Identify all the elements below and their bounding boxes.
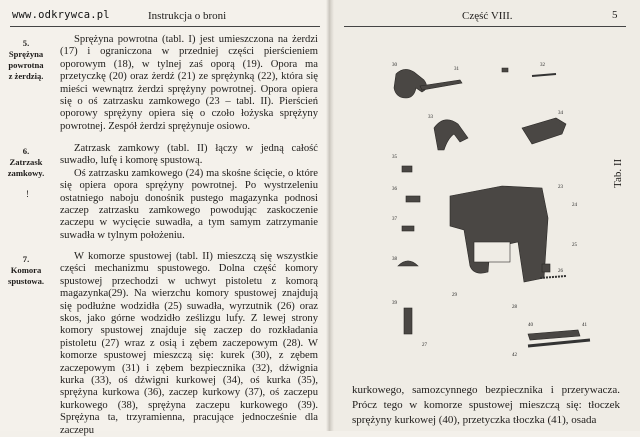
part-label-23: 23	[558, 185, 563, 190]
trigger-guard	[474, 242, 510, 262]
part-label-28: 28	[512, 305, 517, 310]
frame-part	[450, 186, 548, 282]
section-7-number: 7.	[22, 254, 30, 264]
part-label-39: 39	[392, 301, 397, 306]
part-label-30: 30	[392, 63, 397, 68]
section-5-title-line-2: powrotna	[8, 60, 44, 70]
part-label-26: 26	[558, 269, 563, 274]
disconnector-part	[522, 118, 566, 144]
section-7-title-line-2: spustowa.	[7, 276, 45, 286]
section-5-title-line-3: z żerdzią.	[8, 71, 44, 81]
section-5-number: 5.	[22, 38, 30, 48]
section-6-text	[60, 143, 318, 242]
small-part-4	[398, 261, 418, 266]
section-6-number: 6.	[22, 146, 30, 156]
small-part-2	[406, 196, 420, 202]
part-label-37: 37	[392, 217, 397, 222]
section-7-marginal-title	[0, 254, 52, 287]
part-label-40: 40	[528, 323, 533, 328]
section-7-title-line-1: Komora	[10, 265, 42, 275]
parts-illustration	[362, 46, 612, 378]
book-gutter	[326, 0, 334, 431]
margin-mark: !	[26, 189, 29, 199]
plate-label: Tab. II	[612, 158, 624, 188]
left-running-head: Instrukcja o broni	[148, 10, 227, 22]
part-label-38: 38	[392, 257, 397, 262]
small-part-5	[404, 308, 412, 334]
part-label-29: 29	[452, 293, 457, 298]
page-number: 5	[612, 9, 618, 21]
right-running-head: Część VIII.	[462, 10, 513, 22]
part-label-24: 24	[572, 203, 577, 208]
part-label-33: 33	[428, 115, 433, 120]
lever-part	[420, 80, 462, 90]
part-label-32: 32	[540, 63, 545, 68]
part-label-25: 25	[572, 243, 577, 248]
part-label-41: 41	[582, 323, 587, 328]
section-6-title-line-2: zamkowy.	[7, 168, 45, 178]
part-label-36: 36	[392, 187, 397, 192]
part-label-42: 42	[512, 353, 517, 358]
mainspring-housing	[528, 330, 580, 340]
section-6-paragraph-1: Zatrzask zamkowy (tabl. II) łączy w jedną całość suwadło, lufę i komorę spustową.	[60, 143, 318, 167]
part-label-34: 34	[558, 111, 563, 116]
section-7-paragraph: W komorze spustowej (tabl. II) mieszczą się wszystkie części mechanizmu spustowego. Dolna część komory spustowej przechodzi w uchwyt pistoletu z komorą magazynka(29). Na wierzchu komory spustowej znajdują się podłużne wodzidła (25) suwadła, wyrzutnik (26) oraz skos, jako górne wodzidło ześlizgu lufy. Z lewej strony komory spustowej znajduje się zaczep do rozkładania pistoletu (27) wraz z osią i zębem zaczepowym (28). W komorze spustowej mieszczą się: kurek (30), z zębem zaczepowym (31) i zębem bezpiecznika (32), dźwignia kurka (33), oś dźwigni kurkowej (34), oś kurka (35), sprężyna kurkowa (36), zaczep kurkowy (37), oś zaczepu kurkowego (38), sprężyna zaczepu kurkowego (39). Sprężyna ta, trzyramienna, pracujące jednocześnie dla zaczepu	[60, 251, 318, 436]
section-6-title-line-1: Zatrzask	[9, 157, 43, 167]
hammer-part	[394, 69, 427, 98]
part-label-31: 31	[454, 67, 459, 72]
small-spring	[532, 74, 556, 76]
section-5-title-line-1: Sprężyna	[8, 49, 44, 59]
pin-part	[502, 68, 508, 72]
small-pin-right	[542, 264, 550, 272]
small-part-3	[402, 226, 414, 231]
section-6-marginal-title	[0, 146, 52, 179]
section-7-text	[60, 251, 318, 437]
part-label-35: 35	[392, 155, 397, 160]
long-spring-bar	[528, 340, 590, 346]
section-6-paragraph-2: Oś zatrzasku zamkowego (24) ma skośne ścięcie, o które się opiera opora sprężyny powrotnej. Po wystrzeleniu ostatniego naboju donośnik pustego magazynka podnosi zaczep zatrzasku zamkowego powodując zaskoczenie zaczepu w wycięcie suwadła, a tym samym zatrzymanie suwadła w tylnym położeniu.	[60, 167, 318, 241]
right-continuation-text	[352, 383, 620, 428]
watermark: www.odkrywca.pl	[12, 9, 110, 21]
left-header-rule	[10, 26, 320, 27]
sear-part	[434, 120, 468, 150]
small-part-1	[402, 166, 412, 172]
continuation-paragraph: kurkowego, samozcynnego bezpiecznika i przerywacza. Prócz tego w komorze spustowej mieszczą się: tłoczek sprężyny kurkowej (40), przetyczka tłoczka (41), osada	[352, 384, 620, 426]
section-5-text	[60, 34, 318, 133]
part-label-27: 27	[422, 343, 427, 348]
right-header-rule	[344, 26, 626, 27]
section-5-paragraph: Sprężyna powrotna (tabl. I) jest umieszczona na żerdzi (17) i ograniczona w przedniej części pierścieniem oporowym (18), w tylnej zaś oporą (19). Opora ma przetyczkę (20) oraz żerdź (21) ze sprężynką (22), która się mieści wewnątrz żerdzi sprężyny powrotnej. Opora opiera się o oś zatrzasku zamkowego (23 – tabl. II). Pierścień oporowy sprężyny opiera się o czoło łożyska sprężyny powrotnej. Zespół żerdzi sprężynuje osiowo.	[60, 34, 318, 132]
section-5-marginal-title	[0, 38, 52, 82]
